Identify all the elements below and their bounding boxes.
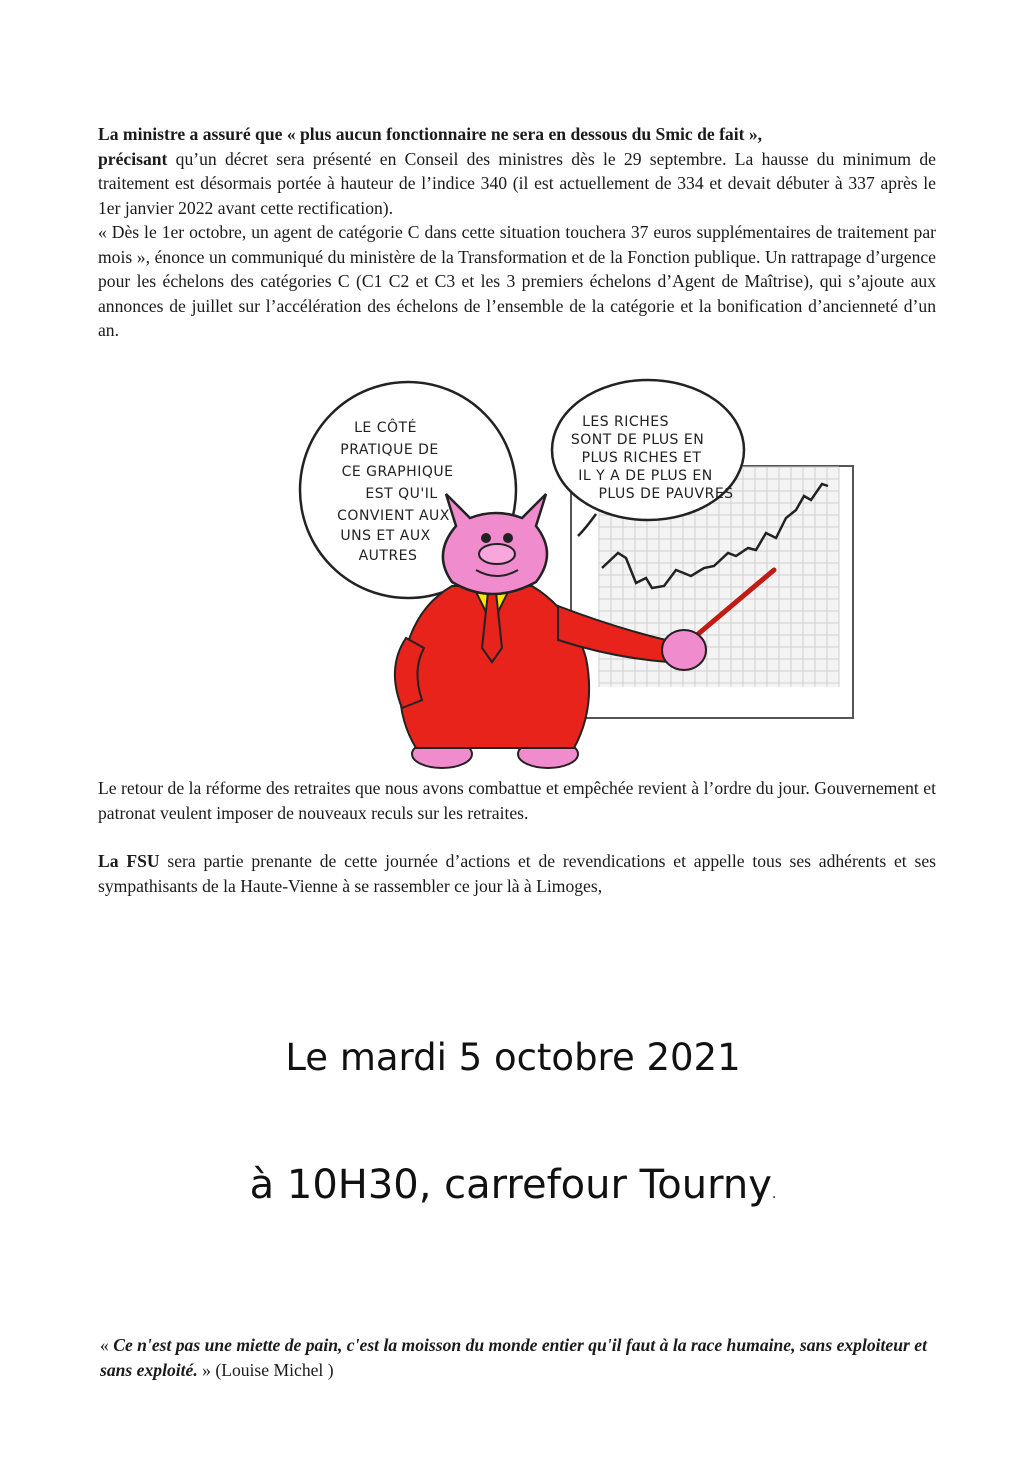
fsu-name: La FSU bbox=[98, 851, 160, 871]
paragraph-fsu bbox=[98, 849, 936, 898]
quote-louise-michel bbox=[100, 1333, 940, 1383]
quote-author: (Louise Michel ) bbox=[215, 1360, 334, 1380]
event-place-text: à 10H30, carrefour Tourny bbox=[249, 1162, 772, 1208]
paragraph-retraites: Le retour de la réforme des retraites que nous avons combattue et empêchée revient à l’ordre du jour. Gouvernement et patronat veulent imposer de nouveaux reculs sur les retraites. bbox=[98, 778, 936, 823]
event-place bbox=[0, 1162, 1030, 1208]
paragraph-smic-bold-intro: La ministre a assuré que « plus aucun fonctionnaire ne sera en dessous du Smic de fait », bbox=[98, 124, 763, 144]
paragraph-smic-text: qu’un décret sera présenté en Conseil des ministres dès le 29 septembre. La hausse du minimum de traitement est désormais portée à hauteur de l’indice 340 (il est actuellement de 334 et devait débuter à 337 après le 1er janvier 2022 avant cette rectification). bbox=[98, 148, 936, 218]
quote-close: » bbox=[197, 1360, 216, 1380]
event-date: Le mardi 5 octobre 2021 bbox=[285, 1036, 741, 1079]
quote-open: « bbox=[100, 1335, 114, 1355]
event-place-dot: . bbox=[771, 1186, 777, 1202]
cartoon-illustration bbox=[296, 378, 856, 778]
bubble-right-text: LES RICHES SONT DE PLUS EN PLUS RICHES ET IL Y A DE PLUS EN PLUS DE PAUVRES bbox=[570, 414, 734, 502]
bubble-left-text: LE CÔTÉ PRATIQUE DE CE GRAPHIQUE EST QU'IL CONVIENT AUX UNS ET AUX AUTRES bbox=[337, 420, 454, 564]
paragraph-categorie-c: « Dès le 1er octobre, un agent de catégorie C dans cette situation touchera 37 euros supplémentaires de traitement par mois », énonce un communiqué du ministère de la Transformation et de la Fonction publique. Un rattrapage d’urgence pour les échelons des catégories C (C1 C2 et C3 et les 3 premiers échelons d’Agent de Maîtrise), qui s’ajoute aux annonces de juillet sur l’accélération des échelons de l’ensemble de la catégorie et la bonification d’ancienneté d’un an. bbox=[98, 222, 936, 341]
quote-text: Ce n'est pas une miette de pain, c'est la moisson du monde entier qu'il faut à la race humaine, sans exploiteur et sans exploité. bbox=[100, 1335, 927, 1380]
paragraph-fsu-text: sera partie prenante de cette journée d’actions et de revendications et appelle tous ses adhérents et ses sympathisants de la Haute-Vienne à se rassembler ce jour là à Limoges, bbox=[98, 851, 936, 896]
paragraph-smic bbox=[98, 122, 936, 220]
paragraph-smic-bold-precisant: précisant bbox=[98, 148, 168, 169]
